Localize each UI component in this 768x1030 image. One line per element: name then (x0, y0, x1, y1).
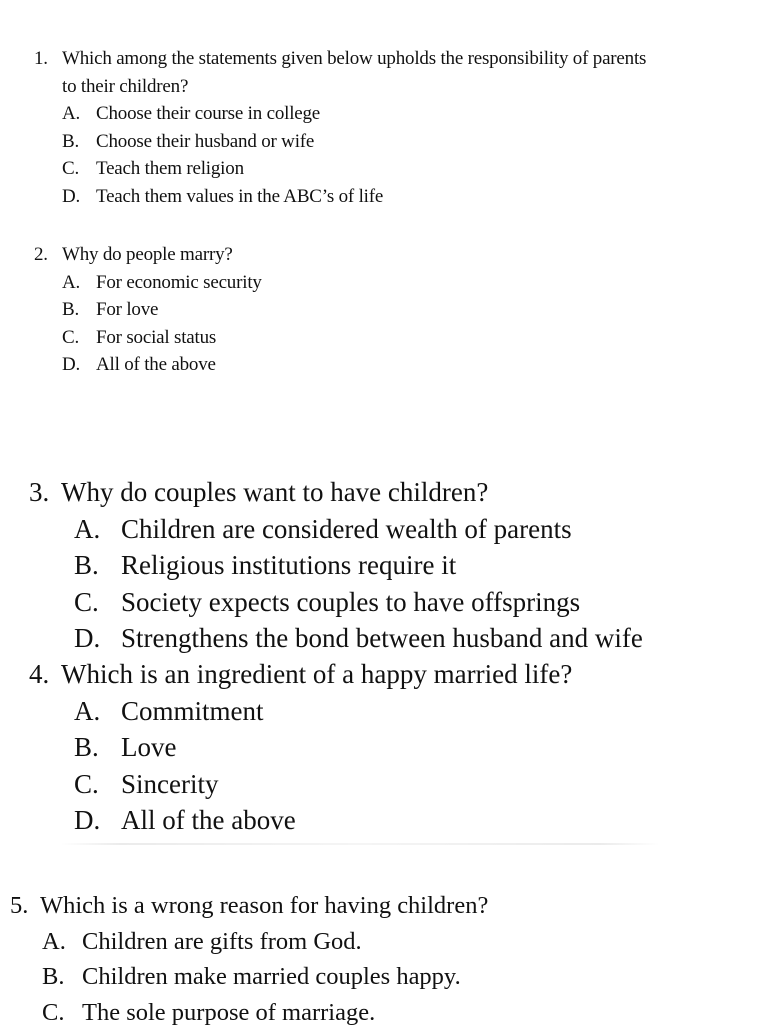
question-5-stem (10, 888, 488, 924)
question-2 (34, 241, 262, 379)
option-a (29, 511, 643, 548)
option-letter: D. (74, 802, 121, 839)
question-number: 3. (29, 474, 61, 511)
option-text: Teach them religion (96, 158, 244, 179)
divider (60, 843, 660, 845)
option-letter: C. (62, 324, 96, 352)
question-number: 5. (10, 888, 40, 924)
option-text: All of the above (96, 354, 216, 375)
option-d (29, 802, 572, 839)
question-number: 2. (34, 241, 62, 269)
option-letter: B. (74, 729, 121, 766)
option-text: Sincerity (121, 769, 218, 799)
option-text: Commitment (121, 696, 264, 726)
option-d (34, 351, 262, 379)
option-text: All of the above (121, 805, 296, 835)
option-c (10, 995, 488, 1030)
option-b (34, 128, 646, 156)
option-letter: C. (42, 995, 82, 1030)
option-letter: C. (74, 584, 121, 621)
option-text: For love (96, 299, 158, 320)
question-text: Why do couples want to have children? (61, 477, 488, 507)
option-text: Religious institutions require it (121, 550, 456, 580)
question-text: Which among the statements given below upholds the responsibility of parents (62, 48, 646, 69)
option-letter: C. (74, 766, 121, 803)
question-text: Which is a wrong reason for having children? (40, 892, 488, 919)
option-text: Strengthens the bond between husband and wife (121, 623, 643, 653)
option-b (29, 547, 643, 584)
question-3 (29, 474, 643, 657)
question-text: to their children? (62, 76, 188, 97)
question-1 (34, 45, 646, 210)
option-c (34, 324, 262, 352)
option-text: Society expects couples to have offsprings (121, 587, 580, 617)
option-text: Children make married couples happy. (82, 963, 461, 990)
option-c (29, 766, 572, 803)
option-a (34, 269, 262, 297)
option-text: Children are considered wealth of parents (121, 514, 572, 544)
question-4 (29, 656, 572, 839)
question-3-stem (29, 474, 643, 511)
option-a (34, 100, 646, 128)
option-b (34, 296, 262, 324)
question-text: Why do people marry? (62, 244, 233, 265)
option-text: The sole purpose of marriage. (82, 999, 375, 1026)
question-5 (10, 888, 488, 1030)
option-text: For economic security (96, 272, 262, 293)
question-number: 1. (34, 45, 62, 73)
option-b (10, 959, 488, 995)
question-4-stem (29, 656, 572, 693)
option-letter: A. (74, 693, 121, 730)
option-text: Choose their husband or wife (96, 131, 314, 152)
option-letter: A. (74, 511, 121, 548)
option-a (10, 924, 488, 960)
option-c (34, 155, 646, 183)
option-letter: D. (62, 351, 96, 379)
option-letter: B. (74, 547, 121, 584)
question-1-stem (34, 45, 646, 73)
option-text: Teach them values in the ABC’s of life (96, 186, 383, 207)
question-1-stem-continuation (34, 73, 646, 101)
question-text: Which is an ingredient of a happy married life? (61, 659, 572, 689)
option-text: Children are gifts from God. (82, 928, 362, 955)
option-d (29, 620, 643, 657)
option-c (29, 584, 643, 621)
option-a (29, 693, 572, 730)
option-letter: A. (62, 269, 96, 297)
option-letter: A. (42, 924, 82, 960)
option-letter: B. (62, 296, 96, 324)
option-letter: B. (62, 128, 96, 156)
question-2-stem (34, 241, 262, 269)
option-text: Love (121, 732, 176, 762)
option-b (29, 729, 572, 766)
option-letter: D. (62, 183, 96, 211)
option-text: Choose their course in college (96, 103, 320, 124)
option-letter: A. (62, 100, 96, 128)
option-d (34, 183, 646, 211)
option-text: For social status (96, 327, 216, 348)
question-number: 4. (29, 656, 61, 693)
option-letter: D. (74, 620, 121, 657)
option-letter: B. (42, 959, 82, 995)
option-letter: C. (62, 155, 96, 183)
